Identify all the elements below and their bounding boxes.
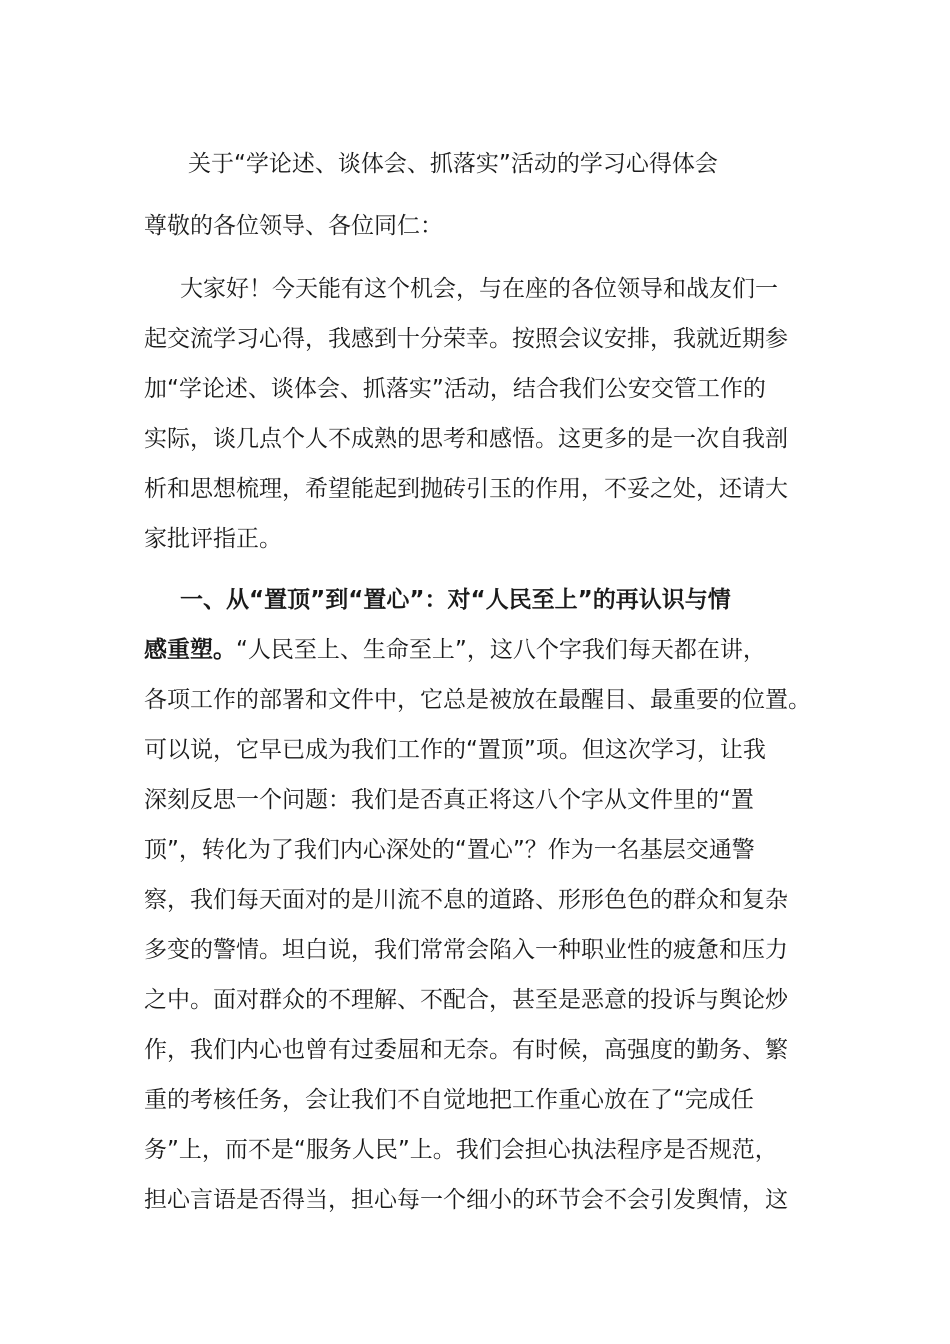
paragraph-text: “人民至上、生命至上”，这八个字我们每天都在讲， — [236, 637, 766, 663]
paragraph-line — [144, 625, 820, 675]
paragraph-line: 重的考核任务，会让我们不自觉地把工作重心放在了“完成任 — [144, 1087, 754, 1113]
paragraph-line: 家批评指正。 — [144, 526, 282, 552]
paragraph-line: 顶”，转化为了我们内心深处的“置心”？作为一名基层交通警 — [144, 837, 755, 863]
paragraph-line: 析和思想梳理，希望能起到抛砖引玉的作用，不妥之处，还请大 — [144, 476, 788, 502]
paragraph-line: 可以说，它早已成为我们工作的“置顶”项。但这次学习，让我 — [144, 737, 766, 763]
paragraph-line: 担心言语是否得当，担心每一个细小的环节会不会引发舆情，这 — [144, 1187, 788, 1213]
salutation: 尊敬的各位领导、各位同仁： — [144, 213, 443, 239]
paragraph-section-one — [144, 575, 820, 1225]
paragraph-line: 大家好！今天能有这个机会，与在座的各位领导和战友们一 — [180, 276, 778, 302]
paragraph-line: 实际，谈几点个人不成熟的思考和感悟。这更多的是一次自我剖 — [144, 426, 788, 452]
paragraph-line: 察，我们每天面对的是川流不息的道路、形形色色的群众和复杂 — [144, 887, 788, 913]
paragraph-line: 之中。面对群众的不理解、不配合，甚至是恶意的投诉与舆论炒 — [144, 987, 788, 1013]
paragraph-greeting — [144, 264, 820, 564]
paragraph-line: 作，我们内心也曾有过委屈和无奈。有时候，高强度的勤务、繁 — [144, 1037, 788, 1063]
paragraph-line: 多变的警情。坦白说，我们常常会陷入一种职业性的疲惫和压力 — [144, 937, 788, 963]
paragraph-line: 各项工作的部署和文件中，它总是被放在最醒目、最重要的位置。 — [144, 687, 811, 713]
section-heading-line: 一、从“置顶”到“置心”：对“人民至上”的再认识与情 — [180, 587, 731, 613]
paragraph-line: 务”上，而不是“服务人民”上。我们会担心执法程序是否规范， — [144, 1137, 778, 1163]
paragraph-line: 加“学论述、谈体会、抓落实”活动，结合我们公安交管工作的 — [144, 376, 766, 402]
paragraph-line: 起交流学习心得，我感到十分荣幸。按照会议安排，我就近期参 — [144, 326, 788, 352]
document-title: 关于“学论述、谈体会、抓落实”活动的学习心得体会 — [188, 151, 718, 177]
section-heading-end: 感重塑。 — [144, 637, 236, 663]
paragraph-line: 深刻反思一个问题：我们是否真正将这八个字从文件里的“置 — [144, 787, 754, 813]
